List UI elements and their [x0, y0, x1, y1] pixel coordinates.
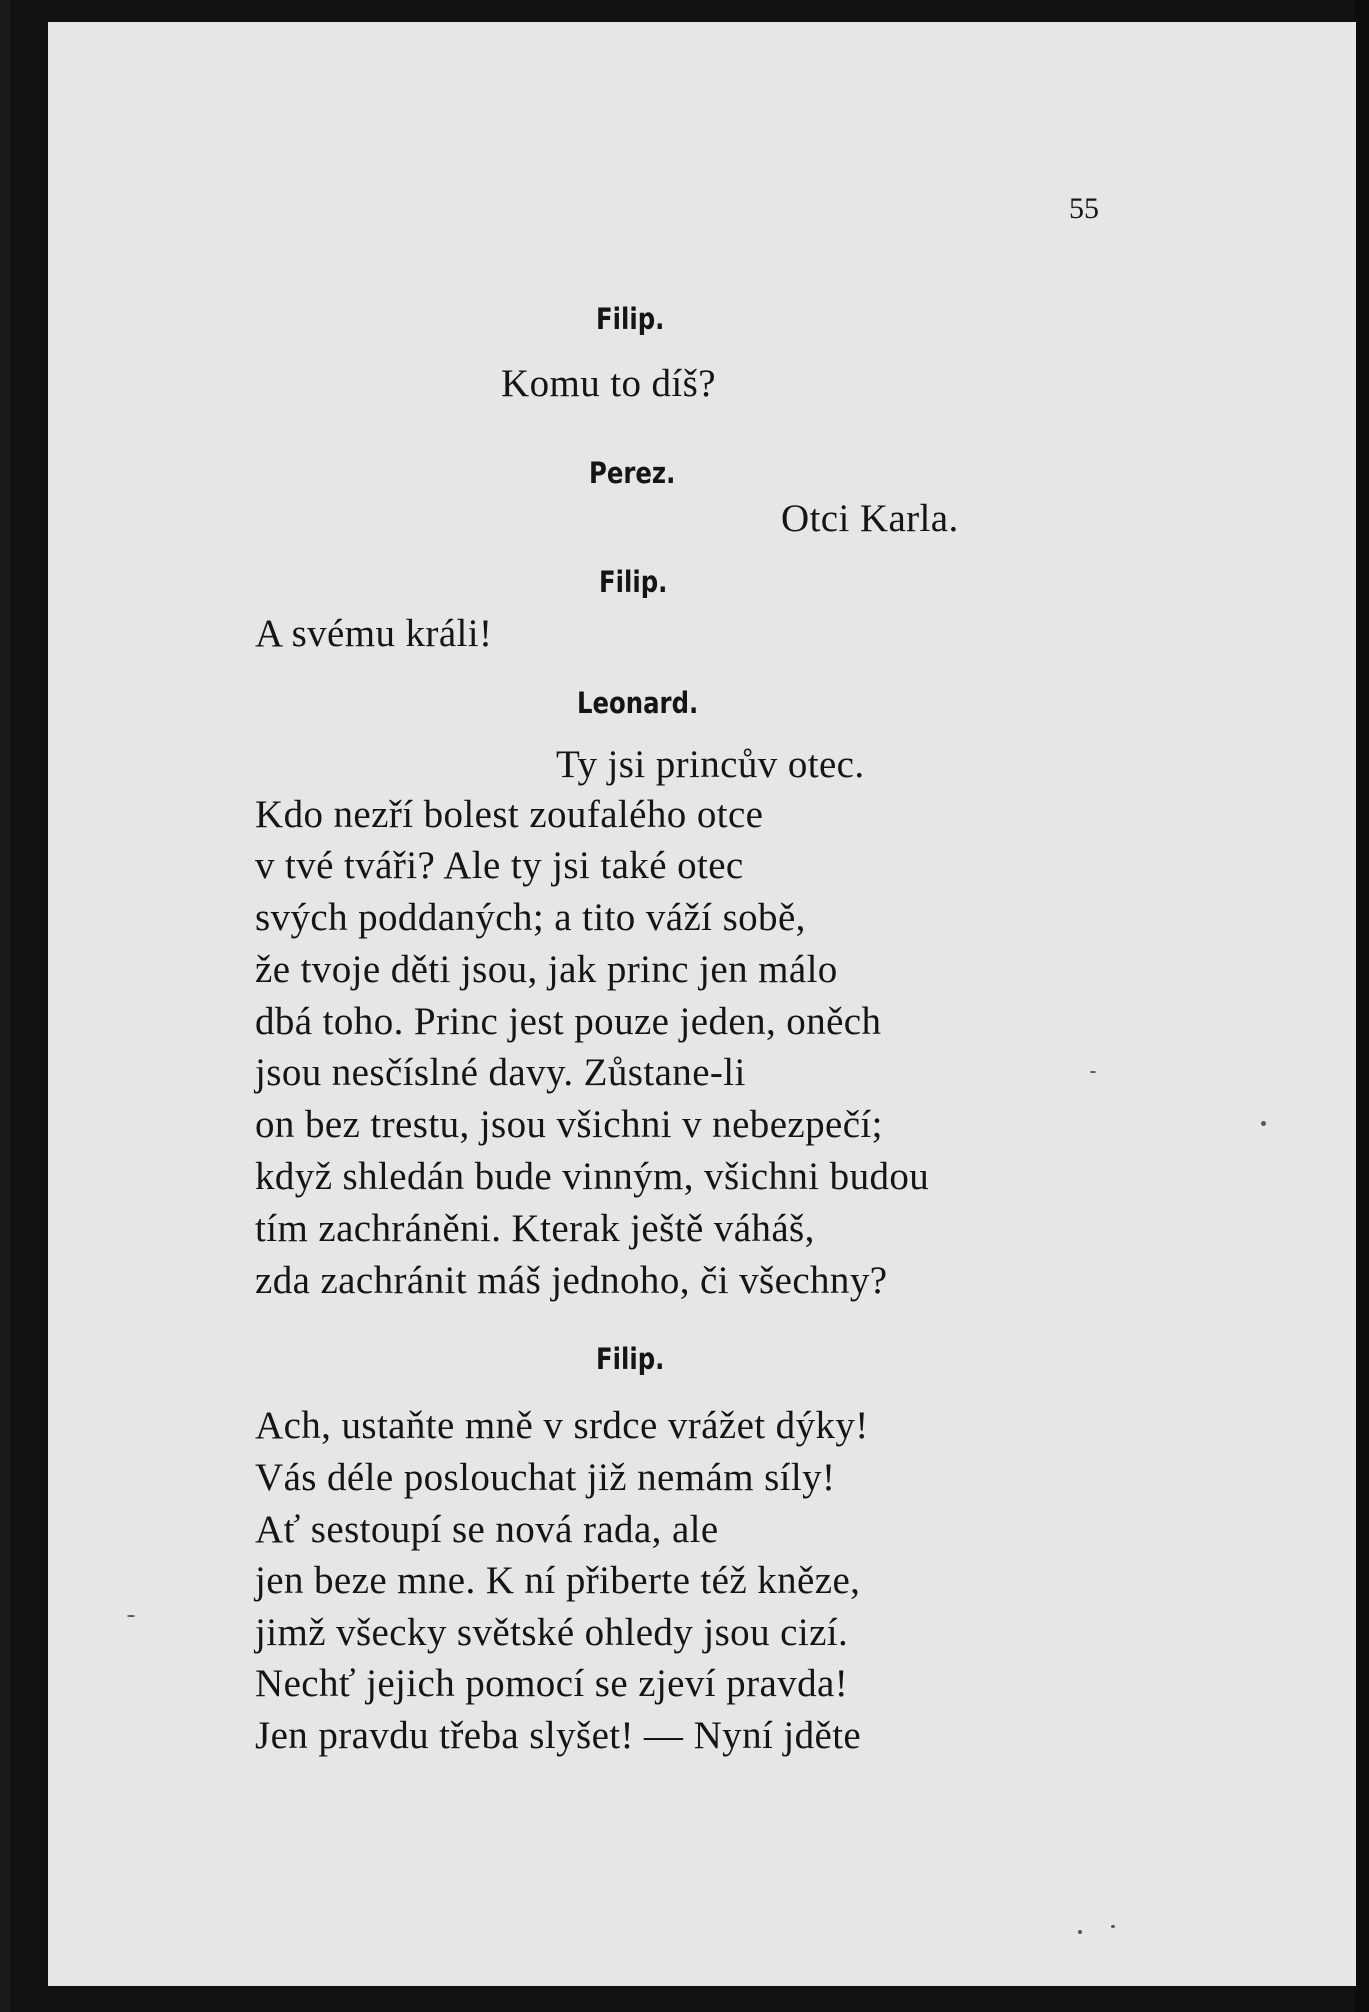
- scan-speck: [127, 1615, 135, 1617]
- speaker-name: Filip.: [599, 565, 668, 599]
- speaker-name: Leonard.: [577, 686, 699, 720]
- scan-speck: [1111, 1925, 1115, 1928]
- verse-line: Ach, ustaňte mně v srdce vrážet dýky!: [255, 1404, 869, 1447]
- verse-line: Nechť jejich pomocí se zjeví pravda!: [255, 1662, 849, 1705]
- book-page: [48, 22, 1356, 1986]
- verse-line: on bez trestu, jsou všichni v nebezpečí;: [255, 1103, 883, 1146]
- verse-line: zda zachránit máš jednoho, či všechny?: [255, 1259, 888, 1302]
- scan-speck: [1261, 1121, 1266, 1126]
- verse-line: v tvé tváři? Ale ty jsi také otec: [255, 844, 744, 887]
- scan-speck: [1090, 1071, 1096, 1073]
- left-binding-edge: [0, 0, 10, 2012]
- verse-line: tím zachráněni. Kterak ještě váháš,: [255, 1207, 815, 1250]
- verse-line: Ty jsi princův otec.: [556, 743, 865, 786]
- verse-line: jen beze mne. K ní přiberte též kněze,: [255, 1559, 861, 1602]
- speaker-name: Perez.: [589, 456, 676, 490]
- verse-line: Kdo nezří bolest zoufalého otce: [255, 793, 764, 836]
- speaker-name: Filip.: [596, 302, 665, 336]
- right-page-edge: [1355, 0, 1369, 2012]
- verse-line: Jen pravdu třeba slyšet! — Nyní jděte: [255, 1714, 862, 1757]
- verse-line: Ať sestoupí se nová rada, ale: [255, 1508, 719, 1551]
- speaker-name: Filip.: [596, 1342, 665, 1376]
- scan-speck: [1078, 1930, 1082, 1934]
- verse-line: svých poddaných; a tito váží sobě,: [255, 896, 806, 939]
- verse-line: A svému králi!: [255, 612, 493, 655]
- verse-line: že tvoje děti jsou, jak princ jen málo: [255, 948, 838, 991]
- page-number: 55: [1069, 192, 1099, 225]
- verse-line: Otci Karla.: [781, 497, 959, 540]
- verse-line: jimž všecky světské ohledy jsou cizí.: [255, 1611, 849, 1654]
- verse-line: dbá toho. Princ jest pouze jeden, oněch: [255, 1000, 882, 1043]
- verse-line: jsou nesčíslné davy. Zůstane-li: [255, 1051, 746, 1094]
- verse-line: Vás déle poslouchat již nemám síly!: [255, 1456, 836, 1499]
- verse-line: když shledán bude vinným, všichni budou: [255, 1155, 930, 1198]
- verse-line: Komu to díš?: [501, 362, 716, 405]
